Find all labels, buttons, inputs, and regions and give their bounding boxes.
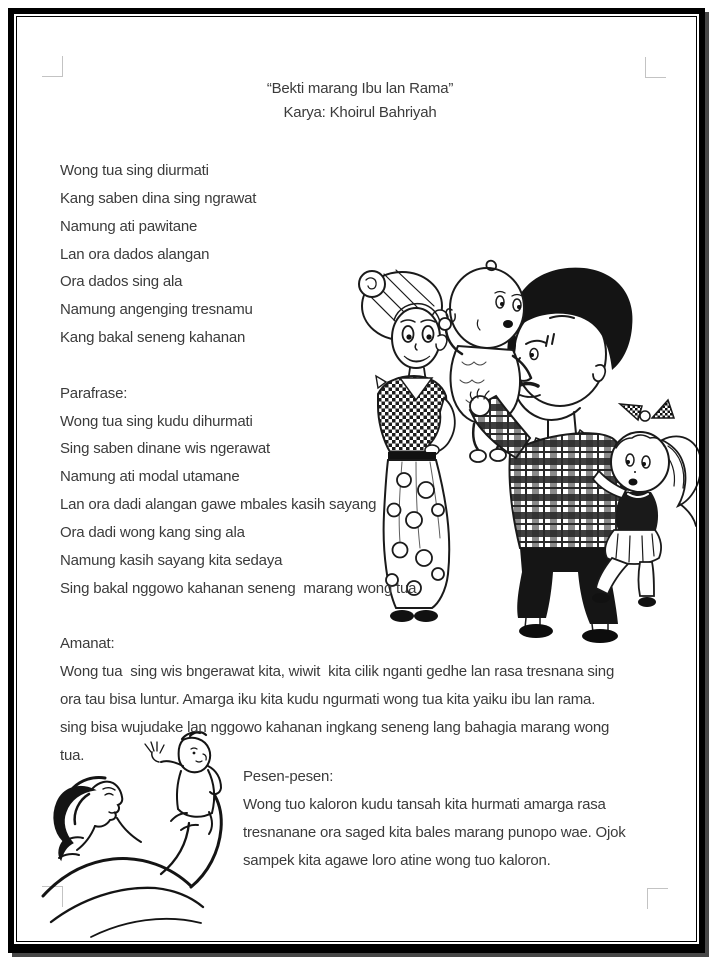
poem-byline: Karya: Khoirul Bahriyah bbox=[283, 104, 437, 121]
text-boundary-mark-top-right bbox=[645, 57, 666, 78]
poem-line: Wong tua sing diurmati bbox=[60, 162, 209, 179]
pesen-line: Wong tuo kaloron kudu tansah kita hurmati amarga rasa bbox=[243, 795, 606, 813]
poem-line: Kang bakal seneng kahanan bbox=[60, 329, 246, 347]
pesen-pesen-block bbox=[243, 763, 626, 874]
amanat-line: sing bisa wujudake lan nggowo kahanan ingkang seneng lang bahagia marang wong bbox=[60, 718, 610, 736]
parafrase-heading: Parafrase: bbox=[60, 384, 128, 402]
amanat-line: tua. bbox=[60, 746, 85, 764]
text-boundary-mark-top-left bbox=[42, 56, 63, 77]
amanat-line: ora tau bisa luntur. Amarga iku kita kudu ngurmati wong tua kita yaiku ibu lan rama. bbox=[60, 691, 596, 709]
pesen-line: sampek kita agawe loro atine wong tuo kaloron. bbox=[243, 851, 551, 869]
blank-line bbox=[60, 352, 614, 380]
poem-line: Ora dados sing ala bbox=[60, 273, 183, 291]
amanat-line: Wong tua sing wis bngerawat kita, wiwit kita cilik nganti gedhe lan rasa tresnana sing bbox=[60, 663, 615, 681]
parafrase-line: Sing saben dinane wis ngerawat bbox=[60, 440, 270, 458]
text-boundary-mark-bottom-right bbox=[647, 888, 668, 909]
poem-line: Namung ati pawitane bbox=[60, 217, 198, 235]
poem-title: “Bekti marang Ibu lan Rama” bbox=[266, 80, 454, 97]
amanat-heading: Amanat: bbox=[60, 635, 115, 653]
parafrase-line: Ora dadi wong kang sing ala bbox=[60, 523, 245, 541]
parafrase-line: Namung kasih sayang kita sedaya bbox=[60, 551, 283, 569]
poem-line: Namung angenging tresnamu bbox=[60, 301, 253, 319]
poem-and-prose-block bbox=[60, 157, 614, 770]
parafrase-line: Wong tua sing kudu dihurmati bbox=[60, 412, 253, 430]
parafrase-line: Sing bakal nggowo kahanan seneng marang wong tua bbox=[60, 579, 417, 597]
pesen-line: tresnanane ora saged kita bales marang punopo wae. Ojok bbox=[243, 823, 626, 841]
poem-line: Lan ora dados alangan bbox=[60, 245, 210, 263]
parafrase-line: Lan ora dadi alangan gawe mbales kasih sayang bbox=[60, 496, 377, 514]
blank-line bbox=[60, 603, 614, 631]
pesen-heading: Pesen-pesen: bbox=[243, 768, 334, 785]
poem-line: Kang saben dina sing ngrawat bbox=[60, 189, 257, 207]
parafrase-line: Namung ati modal utamane bbox=[60, 468, 240, 486]
